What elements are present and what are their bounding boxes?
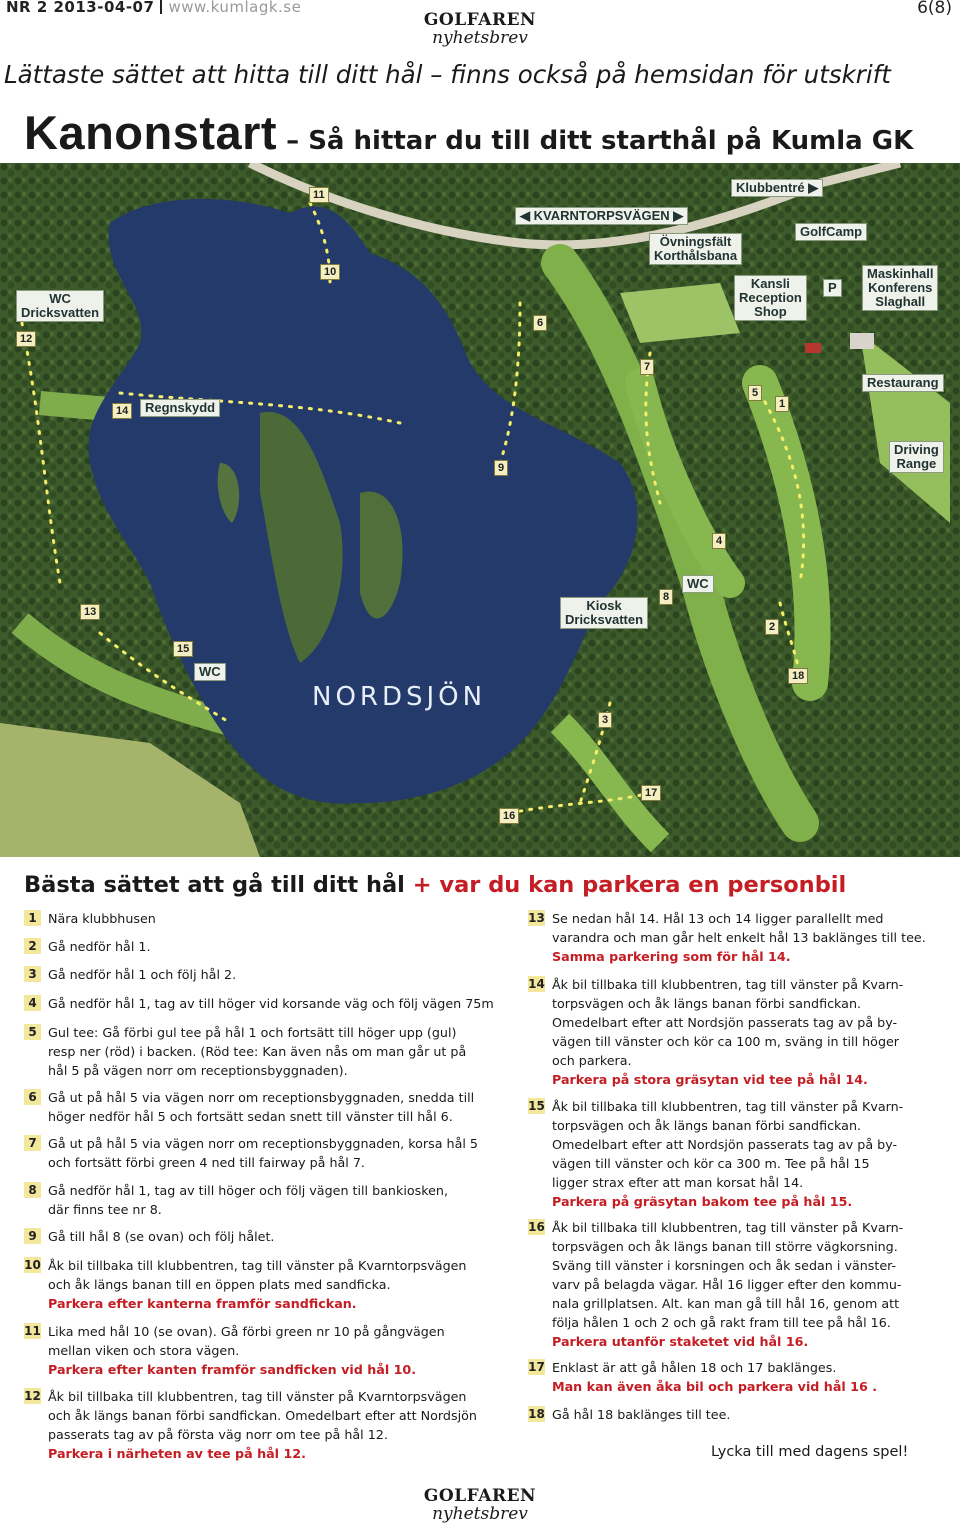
label-golfcamp-text: GolfCamp [800, 224, 863, 239]
label-golfcamp [795, 223, 867, 241]
direction-line: passerats tag av på första väg norr om tee på hål 12. [48, 1427, 388, 1442]
lake-name: NORDSJÖN [312, 682, 487, 712]
direction-line: och åk längs banan till en öppen plats med sandficka. [48, 1277, 391, 1292]
footer-logo-subtitle: nyhetsbrev [432, 1504, 528, 1524]
direction-text [552, 1358, 877, 1396]
parking-note: Samma parkering som för hål 14. [552, 949, 791, 964]
hole-number-badge: 17 [528, 1360, 545, 1374]
hole-marker-14[interactable]: 14 [112, 403, 132, 419]
direction-text [48, 1134, 478, 1172]
label-kiosk-text: Kiosk Dricksvatten [565, 598, 644, 627]
parking-note: Parkera på stora gräsytan vid tee på hål 14. [552, 1072, 868, 1087]
direction-text [552, 1218, 903, 1351]
label-regnskydd [140, 399, 220, 417]
direction-line: Omedelbart efter att Nordsjön passerats tag av på by- [552, 1015, 898, 1030]
label-maskinhall [862, 265, 938, 311]
hole-number-badge: 1 [24, 910, 41, 926]
direction-line: nala grillplatsen. Alt. kan man gå till hål 16, genom att [552, 1296, 900, 1311]
direction-text [48, 1181, 448, 1219]
label-wc-dricksvatten [16, 290, 104, 322]
parking-note: Parkera utanför staketet vid hål 16. [552, 1334, 809, 1349]
parking-note: Parkera efter kanten framför sandficken vid hål 10. [48, 1362, 417, 1377]
hole-number-badge: 14 [528, 977, 545, 991]
direction-text [552, 909, 926, 966]
direction-line: Gå nedför hål 1, tag av till höger och följ vägen till bankiosken, [48, 1183, 448, 1198]
label-parking-text: P [828, 280, 837, 295]
label-maskinhall-text: Maskinhall Konferens Slaghall [867, 266, 934, 309]
direction-line: varv på belagda vägar. Hål 16 ligger efter den kommu- [552, 1277, 902, 1292]
footer-logo [420, 1486, 540, 1524]
direction-text [48, 1322, 445, 1379]
direction-text [552, 1097, 903, 1211]
hole-number-badge: 12 [24, 1389, 41, 1403]
hole-marker-5[interactable]: 5 [748, 385, 762, 401]
label-wc-west [194, 663, 226, 681]
hole-number-badge: 5 [24, 1024, 41, 1040]
hole-marker-10[interactable]: 10 [320, 264, 340, 280]
direction-line: Omedelbart efter att Nordsjön passerats tag av på by- [552, 1137, 898, 1152]
hole-number-badge: 8 [24, 1182, 41, 1198]
hole-marker-12[interactable]: 12 [16, 331, 36, 347]
direction-line: torpsvägen och åk längs banan till större vägkorsning. [552, 1239, 898, 1254]
direction-text [48, 1088, 474, 1126]
direction-text [48, 965, 236, 984]
direction-line: Gul tee: Gå förbi gul tee på hål 1 och fortsätt till höger upp (gul) [48, 1025, 457, 1040]
direction-line: följa hålen 1 och 2 och gå rakt fram till tee på hål 16. [552, 1315, 891, 1330]
footer-logo-title: GOLFAREN [423, 1486, 537, 1506]
direction-line: hål 5 på vägen norr om receptionsbyggnaden). [48, 1063, 348, 1078]
hole-marker-18[interactable]: 18 [788, 668, 808, 684]
direction-line: höger nedför hål 5 och fortsätt sedan snett till vänster till hål 6. [48, 1109, 453, 1124]
direction-line: Lika med hål 10 (se ovan). Gå förbi green nr 10 på gångvägen [48, 1324, 445, 1339]
hole-number-badge: 4 [24, 995, 41, 1011]
directions-heading [24, 872, 846, 898]
direction-line: Sväng till vänster i korsningen och åk sedan i vänster- [552, 1258, 897, 1273]
page-subtitle: Lättaste sättet att hitta till ditt hål – finns också på hemsidan för utskrift [4, 60, 891, 89]
label-klubbentre [731, 179, 823, 197]
website-link[interactable]: www.kumlagk.se [168, 0, 302, 16]
direction-line: och parkera. [552, 1053, 632, 1068]
label-restaurang [862, 374, 944, 392]
issue-line [6, 0, 301, 16]
direction-text [552, 975, 903, 1089]
direction-text [48, 994, 494, 1013]
direction-line: och åk längs banan förbi sandfickan. Omedelbart efter att Nordsjön [48, 1408, 477, 1423]
label-driving-range-text: Driving Range [894, 442, 939, 471]
direction-line: Åk bil tillbaka till klubbentren, tag till vänster på Kvarn- [552, 1220, 904, 1235]
map-terrain [0, 163, 960, 857]
parking-note: Parkera efter kanterna framför sandfickan. [48, 1296, 357, 1311]
hole-number-badge: 15 [528, 1099, 545, 1113]
direction-text [48, 937, 151, 956]
parking-note: Man kan även åka bil och parkera vid hål 16 . [552, 1379, 878, 1394]
hole-marker-17[interactable]: 17 [641, 785, 661, 801]
label-kiosk [560, 597, 648, 629]
course-map [0, 163, 960, 857]
direction-line: varandra och man går helt enkelt hål 13 baklänges till tee. [552, 930, 926, 945]
hole-number-badge: 7 [24, 1135, 41, 1151]
direction-line: Gå nedför hål 1 och följ hål 2. [48, 967, 237, 982]
hole-marker-13[interactable]: 13 [80, 604, 100, 620]
direction-line: resp ner (röd) i backen. (Röd tee: Kan även nås om man går ut på [48, 1044, 467, 1059]
direction-line: Åk bil tillbaka till klubbentren, tag till vänster på Kvarntorpsvägen [48, 1389, 467, 1404]
page-header [0, 0, 960, 48]
direction-text [552, 1405, 730, 1424]
hole-marker-11[interactable]: 11 [309, 187, 329, 203]
page-number: 6(8) [917, 0, 952, 18]
hole-marker-16[interactable]: 16 [499, 808, 519, 824]
direction-line: torpsvägen och åk längs banan förbi sandfickan. [552, 996, 862, 1011]
directions-heading-main: Bästa sättet att gå till ditt hål [24, 872, 405, 898]
hole-number-badge: 3 [24, 966, 41, 982]
hole-marker-8[interactable]: 8 [659, 589, 673, 605]
hole-marker-1[interactable]: 1 [775, 396, 789, 412]
hole-number-badge: 13 [528, 911, 545, 925]
direction-line: Enklast är att gå hålen 18 och 17 baklänges. [552, 1360, 837, 1375]
label-wc-west-text: WC [199, 664, 221, 679]
direction-text [48, 1387, 477, 1463]
title-rest: – Så hittar du till ditt starthål på Kumla GK [277, 126, 914, 156]
direction-line: vägen till vänster och kör ca 300 m. Tee på hål 15 [552, 1156, 870, 1171]
label-restaurang-text: Restaurang [867, 375, 939, 390]
hole-marker-4[interactable]: 4 [712, 533, 726, 549]
logo-subtitle: nyhetsbrev [432, 28, 528, 48]
hole-marker-2[interactable]: 2 [765, 619, 779, 635]
issue-number: NR 2 2013-04-07 [6, 0, 155, 16]
label-ovningsfalt [649, 233, 742, 265]
direction-text [48, 1256, 466, 1313]
direction-line: vägen till vänster och kör ca 100 m, sväng in till höger [552, 1034, 900, 1049]
label-kvarntorpsvagen [515, 207, 688, 225]
label-wc-east-text: WC [687, 576, 709, 591]
hole-number-badge: 11 [24, 1324, 41, 1338]
closing-message: Lycka till med dagens spel! [711, 1444, 909, 1460]
hole-marker-15[interactable]: 15 [173, 641, 193, 657]
direction-line: Gå ut på hål 5 via vägen norr om receptionsbyggnaden, snedda till [48, 1090, 475, 1105]
direction-line: Åk bil tillbaka till klubbentren, tag till vänster på Kvarntorpsvägen [48, 1258, 467, 1273]
hole-number-badge: 18 [528, 1407, 545, 1421]
direction-line: Åk bil tillbaka till klubbentren, tag till vänster på Kvarn- [552, 1099, 904, 1114]
hole-marker-3[interactable]: 3 [598, 712, 612, 728]
label-regnskydd-text: Regnskydd [145, 400, 216, 415]
label-parking [823, 279, 842, 297]
parking-note: Parkera i närheten av tee på hål 12. [48, 1446, 306, 1461]
direction-line: och fortsätt förbi green 4 ned till fairway på hål 7. [48, 1155, 365, 1170]
hole-number-badge: 9 [24, 1228, 41, 1244]
label-wc-east [682, 575, 714, 593]
direction-line: torpsvägen och åk längs banan förbi sandfickan. [552, 1118, 862, 1133]
direction-line: Gå nedför hål 1, tag av till höger vid korsande väg och följ vägen 75m [48, 996, 494, 1011]
direction-line: Se nedan hål 14. Hål 13 och 14 ligger parallellt med [552, 911, 884, 926]
direction-line: Gå hål 18 baklänges till tee. [552, 1407, 731, 1422]
direction-line: mellan viken och stora vägen. [48, 1343, 240, 1358]
hole-number-badge: 16 [528, 1220, 545, 1234]
label-klubbentre-text: Klubbentré ▶ [736, 180, 819, 195]
direction-text [48, 1023, 466, 1080]
parking-note: Parkera på gräsytan bakom tee på hål 15. [552, 1194, 853, 1209]
hole-number-badge: 6 [24, 1089, 41, 1105]
hole-marker-9[interactable]: 9 [494, 460, 508, 476]
label-kansli [734, 275, 807, 321]
direction-line: Gå ut på hål 5 via vägen norr om receptionsbyggnaden, korsa hål 5 [48, 1136, 478, 1151]
hole-number-badge: 10 [24, 1258, 41, 1272]
label-kvarntorpsvagen-text: ◀ KVARNTORPSVÄGEN ▶ [520, 208, 684, 223]
header-divider [160, 0, 162, 14]
label-kansli-text: Kansli Reception Shop [739, 276, 802, 319]
header-logo [420, 10, 540, 48]
page-title [24, 105, 913, 160]
direction-line: ligger strax efter att man korsat hål 14. [552, 1175, 804, 1190]
directions-heading-parking: + var du kan parkera en personbil [404, 872, 847, 898]
direction-text [48, 909, 156, 928]
title-main: Kanonstart [24, 106, 278, 159]
label-ovningsfalt-text: Övningsfält Korthålsbana [654, 234, 738, 263]
direction-text [48, 1227, 274, 1246]
logo-title: GOLFAREN [423, 10, 537, 30]
hole-marker-7[interactable]: 7 [640, 359, 654, 375]
hole-number-badge: 2 [24, 938, 41, 954]
direction-line: Åk bil tillbaka till klubbentren, tag till vänster på Kvarn- [552, 977, 904, 992]
direction-line: Gå nedför hål 1. [48, 939, 151, 954]
hole-marker-6[interactable]: 6 [533, 315, 547, 331]
label-wc-dricksvatten-text: WC Dricksvatten [21, 291, 100, 320]
direction-line: Gå till hål 8 (se ovan) och följ hålet. [48, 1229, 275, 1244]
direction-line: där finns tee nr 8. [48, 1202, 162, 1217]
direction-line: Nära klubbhusen [48, 911, 156, 926]
label-driving-range [889, 441, 944, 473]
